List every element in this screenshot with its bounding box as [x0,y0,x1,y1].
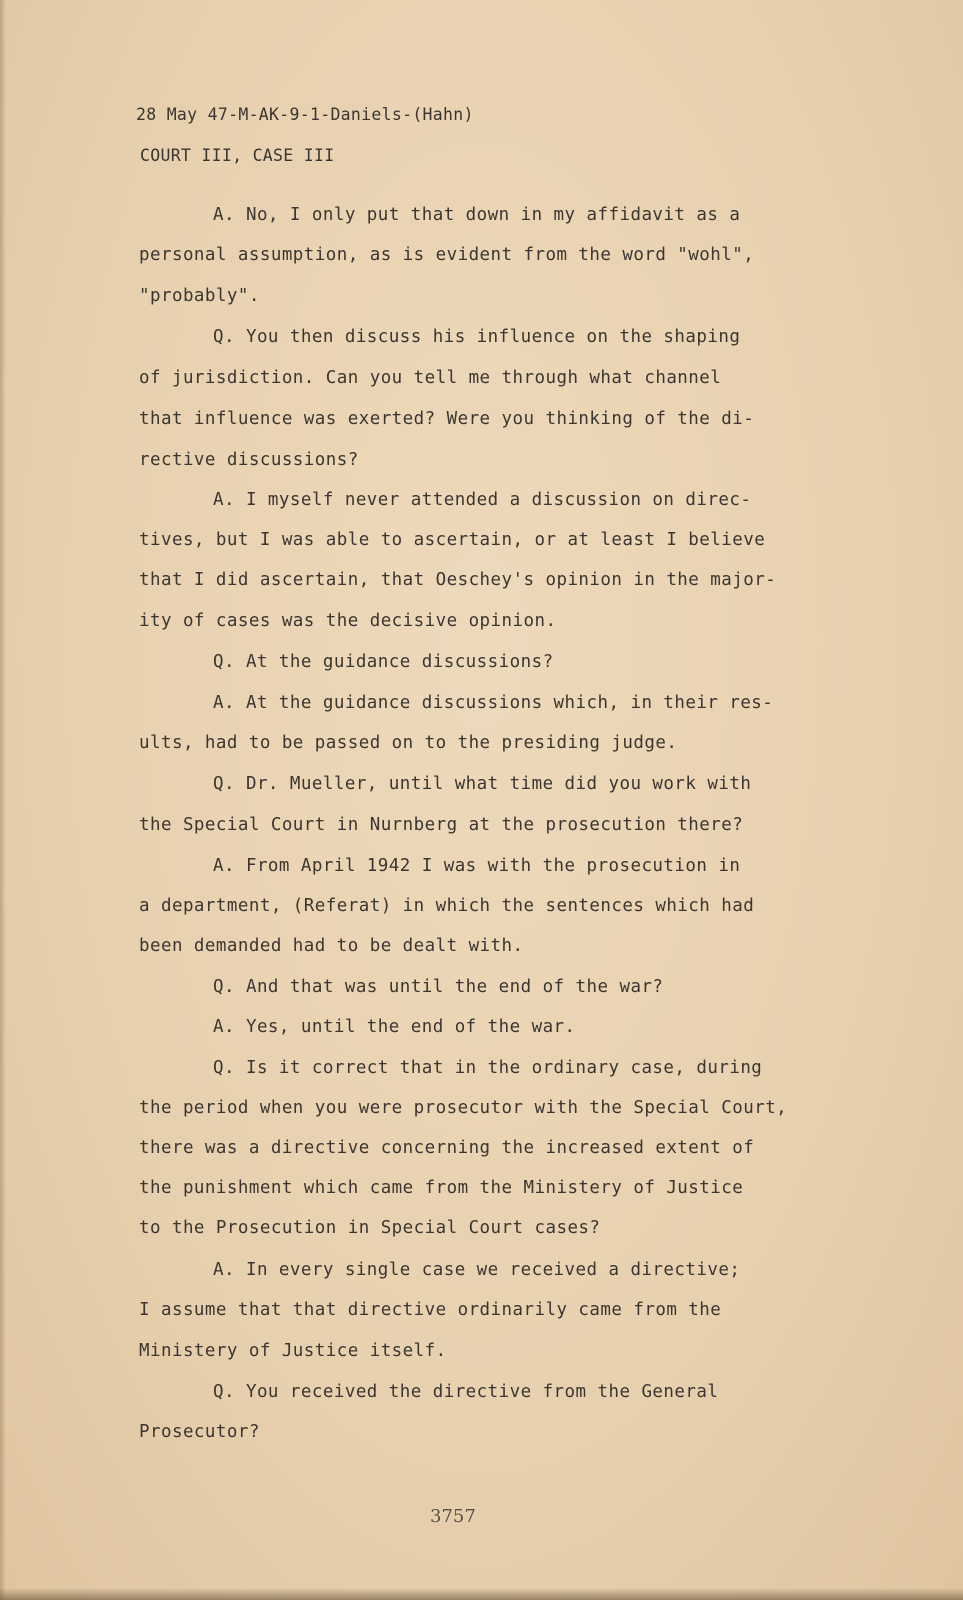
transcript-line: Q. You then discuss his influence on the shaping [213,327,741,347]
page-number: 3757 [430,1506,476,1527]
transcript-line: ity of cases was the decisive opinion. [139,611,557,631]
transcript-line: tives, but I was able to ascertain, or at least I believe [139,530,766,550]
transcript-line: of jurisdiction. Can you tell me through what channel [139,368,722,388]
transcript-line: Prosecutor? [139,1422,260,1442]
transcript-line: A. No, I only put that down in my affidavit as a [213,205,741,225]
transcript-line: Ministery of Justice itself. [139,1341,447,1361]
transcript-line: that influence was exerted? Were you thinking of the di- [139,409,755,429]
transcript-line: A. Yes, until the end of the war. [213,1017,576,1037]
transcript-line: "probably". [139,286,260,306]
transcript-line: rective discussions? [139,450,359,470]
transcript-line: that I did ascertain, that Oeschey's opinion in the major- [139,570,777,590]
transcript-line: A. I myself never attended a discussion on direc- [213,490,752,510]
transcript-line: Q. Dr. Mueller, until what time did you work with [213,774,752,794]
transcript-line: Q. At the guidance discussions? [213,652,554,672]
transcript-line: A. From April 1942 I was with the prosecution in [213,856,741,876]
transcript-line: the punishment which came from the Ministery of Justice [139,1178,744,1198]
transcript-line: to the Prosecution in Special Court cases? [139,1218,601,1238]
transcript-line: personal assumption, as is evident from the word "wohl", [139,245,755,265]
transcript-line: the period when you were prosecutor with the Special Court, [139,1098,788,1118]
transcript-line: Q. And that was until the end of the war? [213,977,664,997]
transcript-line: been demanded had to be dealt with. [139,936,524,956]
court-case-heading: COURT III, CASE III [140,146,335,165]
page-edge-shadow [0,0,6,1600]
transcript-line: A. At the guidance discussions which, in their res- [213,693,774,713]
transcript-line: the Special Court in Nurnberg at the prosecution there? [139,815,744,835]
transcript-line: Q. Is it correct that in the ordinary case, during [213,1058,763,1078]
transcript-line: a department, (Referat) in which the sentences which had [139,896,755,916]
transcript-line: Q. You received the directive from the General [213,1382,719,1402]
transcript-line: ults, had to be passed on to the presiding judge. [139,733,678,753]
page-edge-shadow-bottom [0,1588,963,1600]
transcript-line: there was a directive concerning the increased extent of [139,1138,755,1158]
document-reference: 28 May 47-M-AK-9-1-Daniels-(Hahn) [136,105,474,124]
transcript-line: I assume that that directive ordinarily came from the [139,1300,722,1320]
transcript-line: A. In every single case we received a directive; [213,1260,741,1280]
